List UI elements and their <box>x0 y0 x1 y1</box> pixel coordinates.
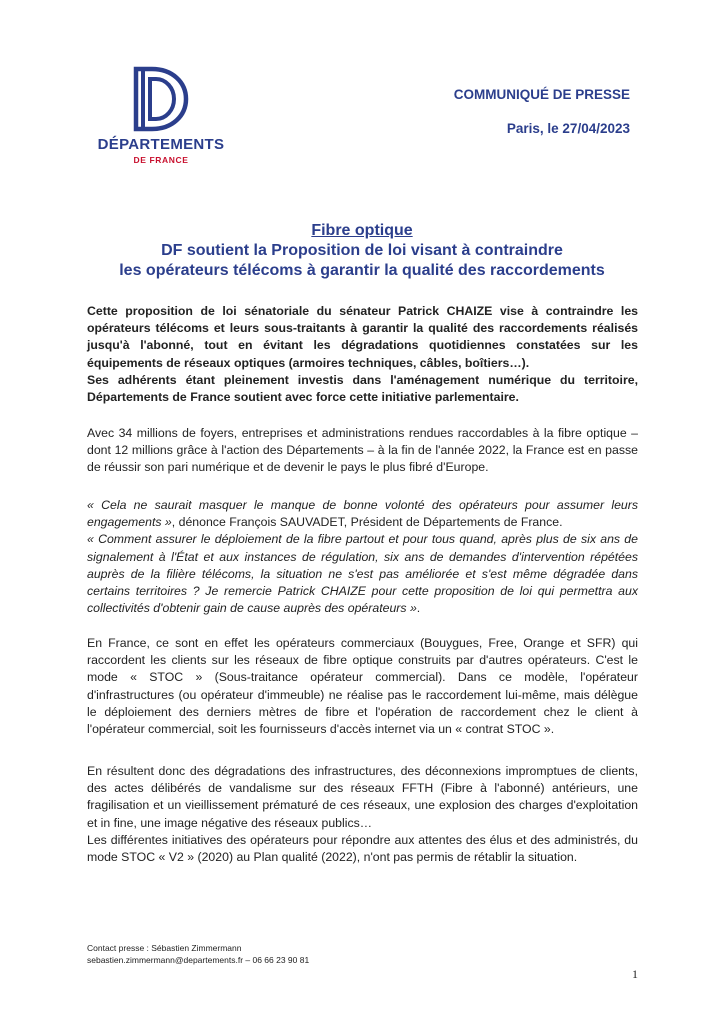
quote-2-end: . <box>416 601 421 616</box>
body-text-1: Avec 34 millions de foyers, entreprises et administrations rendues raccordables à la fibre optique – dont 12 millions grâce à l'action des Départements – à la fin de l'année 2022, la France est en passe de réussir son pari numérique et de devenir le pays le plus fibré d'Europe. <box>87 426 638 475</box>
page-number: 1 <box>632 967 638 981</box>
lead-text-1: Cette proposition de loi sénatoriale du sénateur Patrick CHAIZE vise à contraindre les opérateurs télécoms et leurs sous-traitants à garantir la qualité des raccordements réalisés jusqu'à l'abonné, tout en évitant les dégradations quotidiennes constatées sur les équipements de réseaux optiques (armoires techniques, câbles, boîtiers…). <box>87 304 638 370</box>
quote-1-text: « Cela ne saurait masquer le manque de bonne volonté des opérateurs pour assumer leurs engagements » <box>87 498 638 530</box>
body-text-5: Les différentes initiatives des opérateurs pour répondre aux attentes des élus et des administrés, du mode STOC « V2 » (2020) au Plan qualité (2022), n'ont pas permis de rétablir la situation. <box>87 832 638 865</box>
document-title <box>80 221 644 281</box>
title-topic: Fibre optique <box>311 222 413 239</box>
departements-de-france-logo <box>96 66 226 176</box>
quote-2 <box>87 531 638 617</box>
body-paragraph-1 <box>87 425 638 477</box>
logo-wordmark: DÉPARTEMENTS <box>97 136 225 153</box>
lead-text-2: Ses adhérents étant pleinement investis dans l'aménagement numérique du territoire, Départements de France soutient avec force cette initiative parlementaire. <box>87 372 638 405</box>
title-line-2: DF soutient la Proposition de loi visant à contraindre <box>161 242 563 259</box>
quote-2-text: « Comment assurer le déploiement de la fibre partout et pour tous quand, après plus de six ans de signalement à l'État et aux instances de régulation, six ans de demandes d'intervention répétées auprès de la filière télécoms, la situation ne s'est pas améliorée et s'est même dégradée dans certains territoires ? Je remercie Patrick CHAIZE pour cette proposition de loi qui permettra aux collectivités d'obtenir gain de cause auprès des opérateurs » <box>87 532 638 616</box>
title-line-3: les opérateurs télécoms à garantir la qualité des raccordements <box>119 262 605 279</box>
quote-paragraph <box>87 497 638 617</box>
quote-1 <box>87 497 638 531</box>
body-paragraph-4 <box>87 763 638 866</box>
press-release-label: COMMUNIQUÉ DE PRESSE <box>453 87 630 102</box>
body-text-4: En résultent donc des dégradations des infrastructures, des déconnexions impromptues de clients, des actes délibérés de vandalisme sur des réseaux FFTH (Fibre à l'abonné) antérieurs, une fragilisation et un vieillissement prématuré de ces réseaux, une explosion des charges d'exploitation et in fine, une image négative des réseaux publics… <box>87 764 638 830</box>
press-contact <box>87 942 309 966</box>
release-date: Paris, le 27/04/2023 <box>506 121 630 136</box>
dd-logo-icon <box>132 66 190 132</box>
logo-subtitle: DE FRANCE <box>133 155 189 165</box>
contact-name: Contact presse : Sébastien Zimmermann <box>87 943 242 953</box>
quote-1-attribution: , dénonce François SAUVADET, Président de Départements de France. <box>171 515 563 530</box>
body-paragraph-3 <box>87 635 638 738</box>
lead-paragraph <box>87 303 638 406</box>
contact-details: sebastien.zimmermann@departements.fr – 06 66 23 90 81 <box>87 955 310 965</box>
body-text-3: En France, ce sont en effet les opérateurs commerciaux (Bouygues, Free, Orange et SFR) qui raccordent les clients sur les réseaux de fibre optique construits par d'autres opérateurs. C'est le mode « STOC » (Sous-traitance opérateur commercial). Dans ce modèle, l'opérateur d'infrastructures (ou opérateur d'immeuble) ne réalise pas le raccordement lui-même, mais délègue le déploiement des derniers mètres de fibre et l'opération de raccordement chez le client à l'opérateur commercial, soit les fournisseurs d'accès internet via un « contrat STOC ». <box>87 636 638 737</box>
